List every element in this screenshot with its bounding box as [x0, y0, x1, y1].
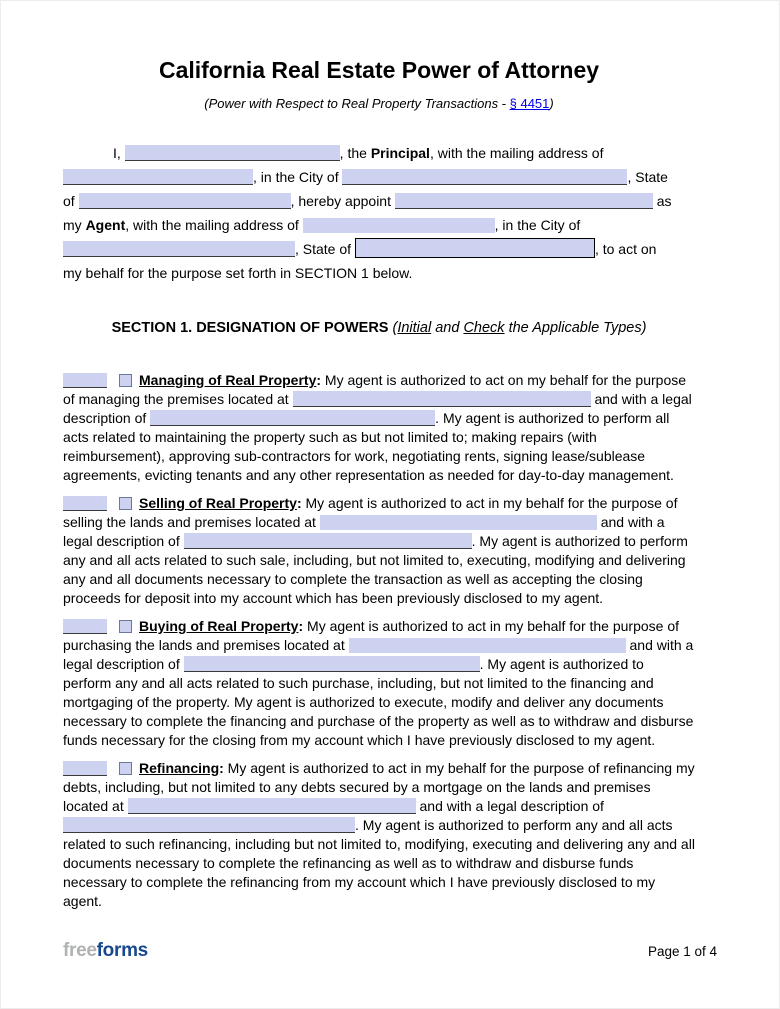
intro-line: of , hereby appoint as	[63, 193, 672, 209]
state-dropdown-field[interactable]	[355, 238, 595, 258]
intro-line: , in the City of , State	[63, 165, 695, 189]
logo-free: free	[63, 940, 97, 961]
power-paragraph-refinancing: Refinancing: My agent is authorized to act in my behalf for the purpose of refinancing my debts, including, but not limited to any debts secured by a mortgage on the lands and premises located at and with a legal description of . My agent is authorized to perform any and all acts related to such refinancing, including but not limited to, modifying, executing and delivering any and all documents necessary to complete the refinancing as well as to withdraw and disburse funds necessary to complete the refinancing from my account which I have previously disclosed to my agent.	[63, 760, 695, 909]
fill-in-blank-field[interactable]	[63, 241, 295, 257]
page-footer	[63, 940, 717, 962]
power-title: Managing of Real Property	[139, 372, 317, 388]
power-checkbox[interactable]	[119, 620, 132, 633]
power-title: Refinancing	[139, 760, 220, 776]
initials-field[interactable]	[63, 373, 107, 388]
power-checkbox[interactable]	[119, 374, 132, 387]
fill-in-blank-field[interactable]	[128, 798, 416, 814]
initials-field[interactable]	[63, 761, 107, 776]
power-checkbox[interactable]	[119, 762, 132, 775]
initials-field[interactable]	[63, 496, 107, 511]
power-title: Selling of Real Property	[139, 495, 297, 511]
fill-in-blank-field[interactable]	[184, 533, 472, 549]
fill-in-blank-field[interactable]	[342, 169, 627, 185]
fill-in-blank-field[interactable]	[150, 410, 435, 426]
fill-in-blank-field[interactable]	[293, 391, 591, 407]
fill-in-blank-field[interactable]	[395, 193, 653, 209]
logo-forms: forms	[96, 940, 148, 961]
document-subtitle: (Power with Respect to Real Property Transactions - § 4451)	[204, 96, 554, 111]
page-number: Page 1 of 4	[647, 944, 717, 959]
fill-in-blank-field[interactable]	[125, 145, 340, 161]
power-paragraph-selling: Selling of Real Property: My agent is authorized to act in my behalf for the purpose of selling the lands and premises located at and with a legal description of . My agent is authorized to perform any and all acts related to such sale, including, but not limited to, executing, modifying and delivering any and all documents necessary to complete the transaction as well as accepting the closing proceeds for deposit into my account which has been previously disclosed to my agent.	[63, 495, 688, 606]
intro-line: my behalf for the purpose set forth in SECTION 1 below.	[63, 265, 413, 281]
initials-field[interactable]	[63, 619, 107, 634]
fill-in-blank-field[interactable]	[184, 656, 480, 672]
fill-in-blank-field[interactable]	[303, 218, 495, 233]
power-checkbox[interactable]	[119, 497, 132, 510]
fill-in-blank-field[interactable]	[63, 169, 253, 185]
fill-in-blank-field[interactable]	[349, 638, 626, 653]
freeforms-logo[interactable]	[63, 940, 148, 962]
fill-in-blank-field[interactable]	[79, 193, 291, 209]
intro-line: my Agent, with the mailing address of , in the City of	[63, 217, 581, 233]
intro-line: I, , the Principal, with the mailing address of	[113, 145, 604, 161]
intro-paragraph	[63, 141, 695, 285]
document-title: California Real Estate Power of Attorney	[158, 57, 600, 83]
powers-list	[63, 371, 695, 911]
section1-heading: SECTION 1. DESIGNATION OF POWERS (Initial and Check the Applicable Types)	[111, 320, 647, 336]
statute-link[interactable]: § 4451	[509, 96, 550, 111]
intro-line: , State of , to act on	[63, 237, 695, 261]
power-paragraph-buying: Buying of Real Property: My agent is authorized to act in my behalf for the purpose of purchasing the lands and premises located at and with a legal description of . My agent is authorized to perform any and all acts related to such purchase, including, but not limited to the financing and mortgaging of the property. My agent is authorized to execute, modify and deliver any documents necessary to complete the financing and purchase of the property as well as to withdraw and disburse funds necessary for the closing from my account which I have previously disclosed to my agent.	[63, 618, 694, 748]
fill-in-blank-field[interactable]	[63, 817, 355, 833]
power-paragraph-managing: Managing of Real Property: My agent is authorized to act on my behalf for the purpose of managing the premises located at and with a legal description of . My agent is authorized to perform all acts related to maintaining the property such as but not limited to; making repairs (with reimbursement), approving sub-contractors for work, negotiating rents, signing lease/sublease agreements, evicting tenants and any other representation as needed for day-to-day management.	[63, 372, 692, 483]
fill-in-blank-field[interactable]	[320, 515, 597, 530]
power-title: Buying of Real Property	[139, 618, 299, 634]
